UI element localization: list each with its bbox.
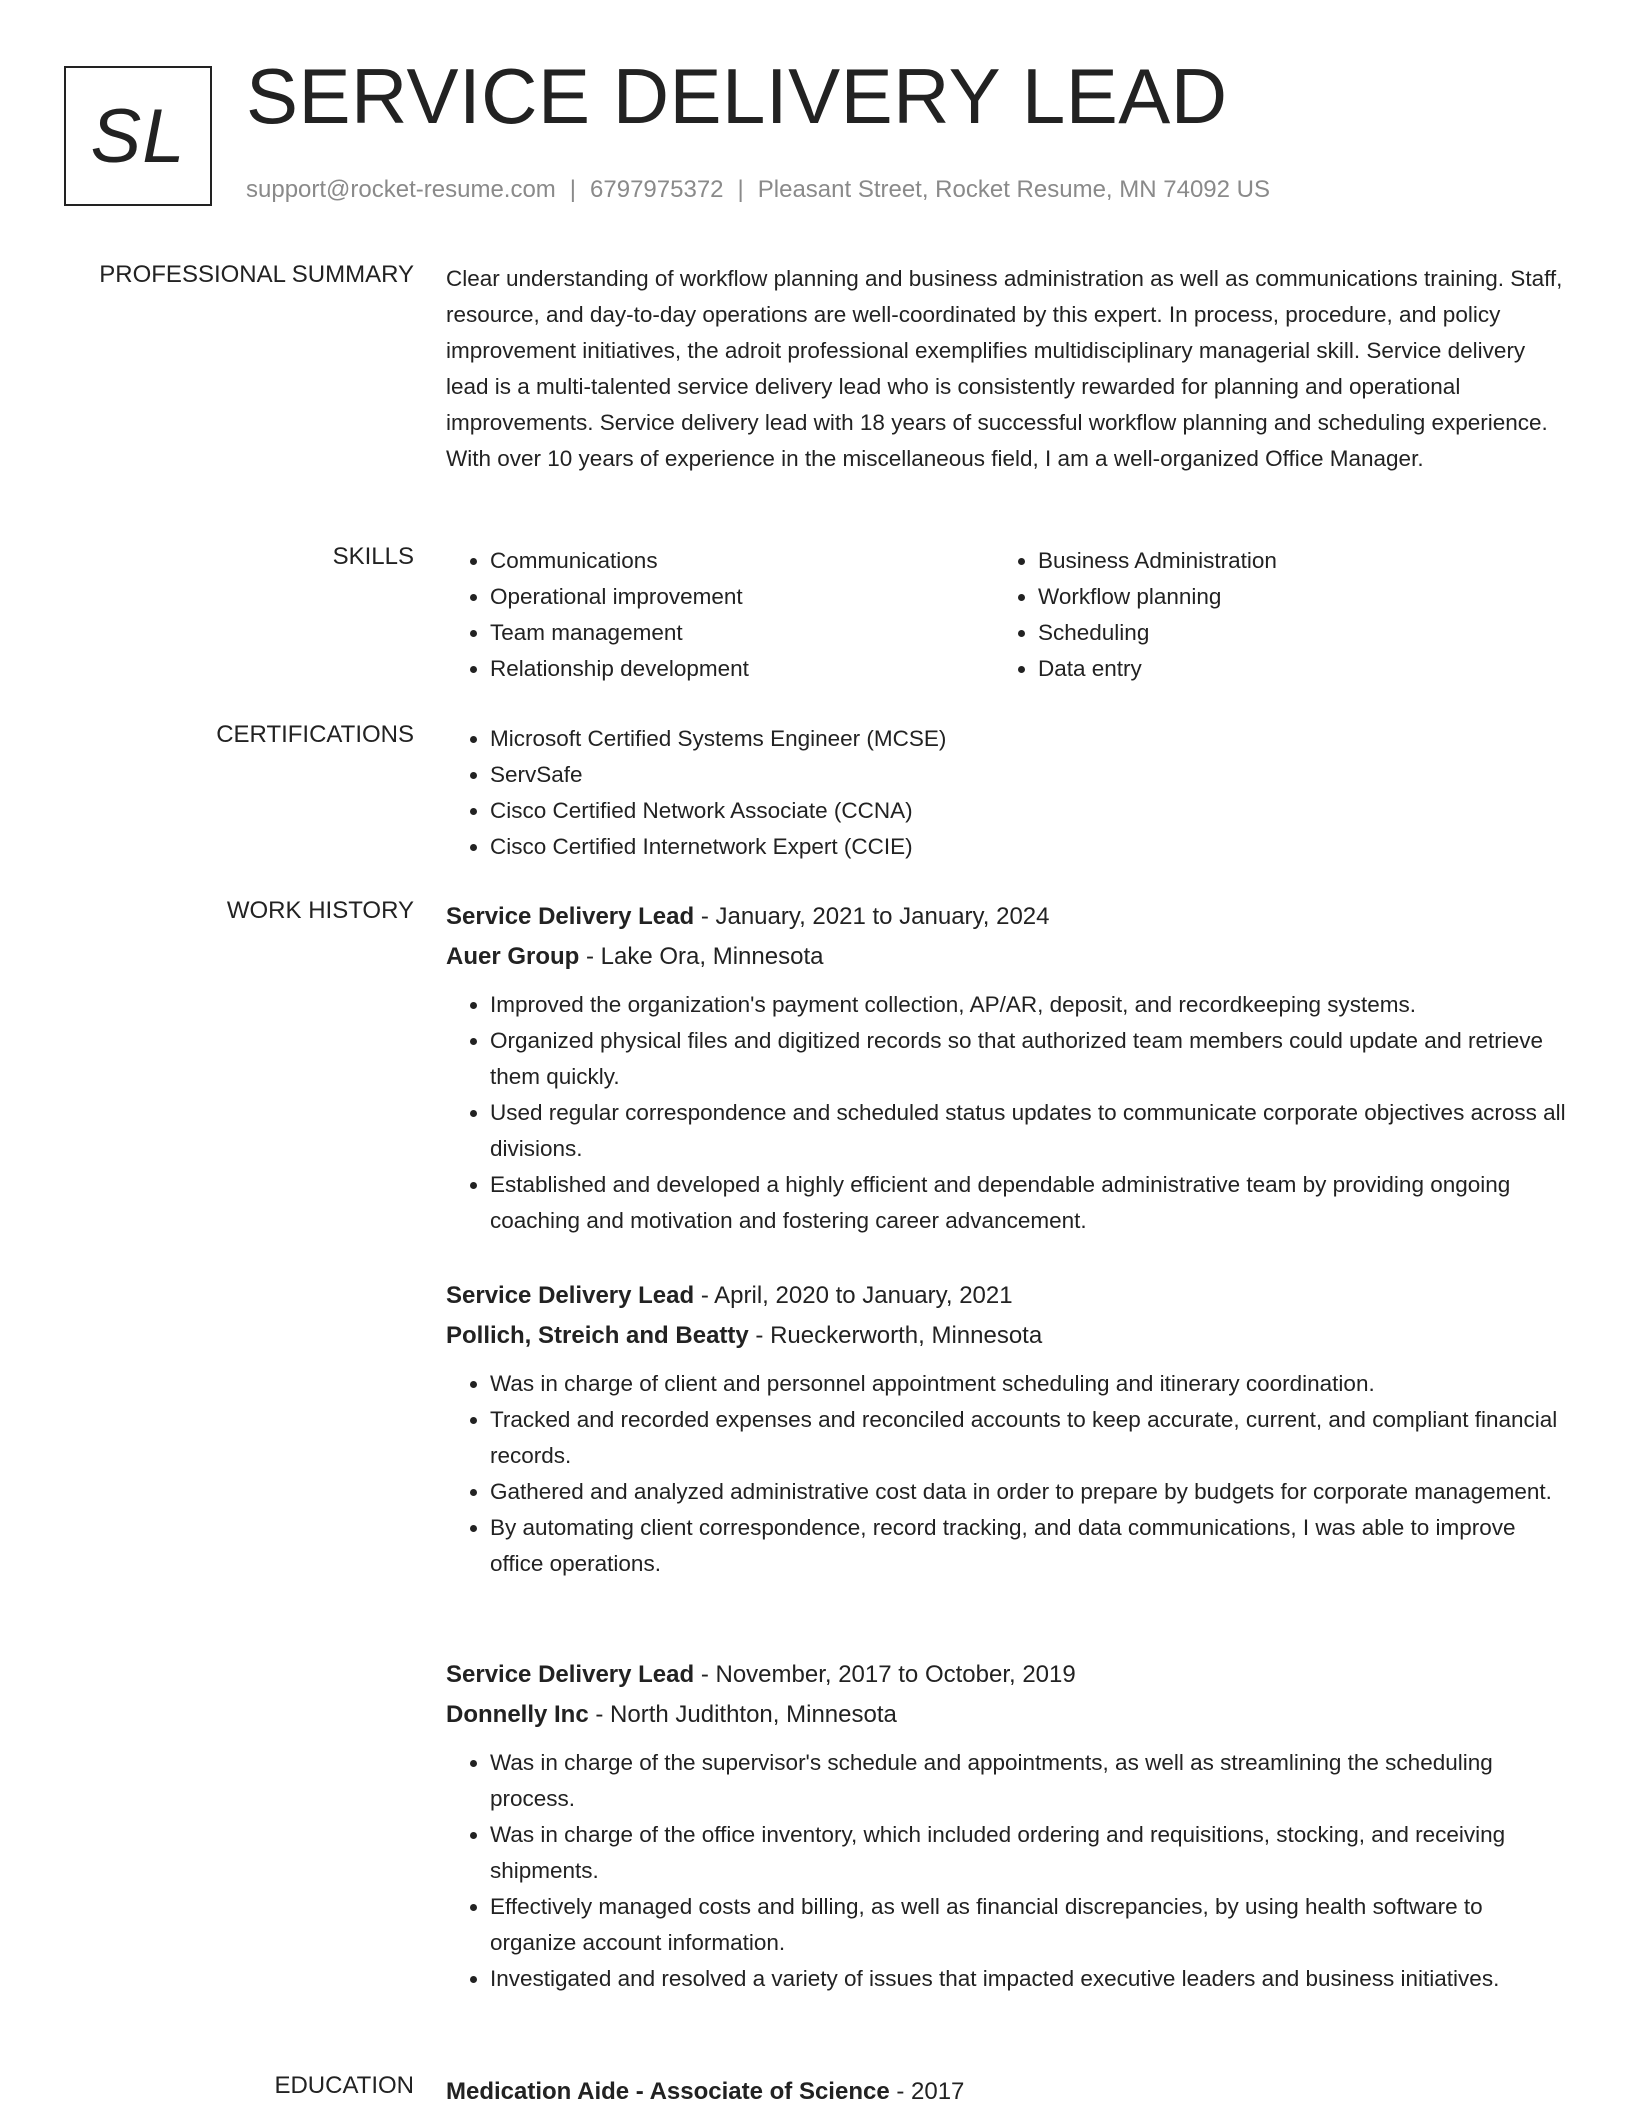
monogram-initials: SL: [90, 93, 186, 179]
job-location: North Judithton, Minnesota: [610, 1701, 897, 1728]
job-bullets: [446, 987, 1566, 1239]
job-location: Lake Ora, Minnesota: [600, 943, 824, 970]
job-bullet: • Investigated and resolved a variety of issues that impacted executive leaders and business initiatives.: [490, 1961, 1566, 1997]
job-title: Service Delivery Lead: [446, 903, 695, 930]
certification-item: • ServSafe: [490, 757, 1566, 793]
job-company: Pollich, Streich and Beatty: [446, 1322, 749, 1349]
job-bullets: [446, 1745, 1566, 1997]
contact-phone[interactable]: 6797975372: [590, 176, 724, 203]
job-title-line: Service Delivery Lead - November, 2017 to October, 2019: [446, 1661, 1076, 1688]
job-company-line: Auer Group - Lake Ora, Minnesota: [446, 943, 824, 970]
certifications-list: [446, 721, 1566, 865]
skill-item: • Team management: [490, 615, 994, 651]
summary-heading: PROFESSIONAL SUMMARY: [99, 261, 414, 288]
skill-item: • Operational improvement: [490, 579, 994, 615]
job-dates: April, 2020 to January, 2021: [714, 1282, 1013, 1309]
summary-text: Clear understanding of workflow planning and business administration as well as communications training. Staff, resource, and day-to-day operations are well-coordinated by this expert. In process, procedure, and policy improvement initiatives, the adroit professional exemplifies multidisciplinary managerial skill. Service delivery lead is a multi-talented service delivery lead who is consistently rewarded for planning and operational improvements. Service delivery lead with 18 years of successful workflow planning and scheduling experience. With over 10 years of experience in the miscellaneous field, I am a well-organized Office Manager.: [446, 266, 1563, 471]
job-title: Service Delivery Lead: [446, 1282, 695, 1309]
job-bullet: • Was in charge of client and personnel appointment scheduling and itinerary coordination.: [490, 1366, 1566, 1402]
skills-column-right: [994, 543, 1542, 687]
certification-item: • Microsoft Certified Systems Engineer (MCSE): [490, 721, 1566, 757]
job-dates: November, 2017 to October, 2019: [715, 1661, 1076, 1688]
job-bullet: • Gathered and analyzed administrative cost data in order to prepare by budgets for corporate management.: [490, 1474, 1566, 1510]
job-company-line: Pollich, Streich and Beatty - Rueckerworth, Minnesota: [446, 1322, 1043, 1349]
job-company: Auer Group: [446, 943, 580, 970]
skills-column-left: [446, 543, 994, 687]
job-location: Rueckerworth, Minnesota: [770, 1322, 1043, 1349]
resume-name: SERVICE DELIVERY LEAD: [246, 52, 1228, 140]
job-entry: [446, 1655, 1566, 1997]
skills-heading: SKILLS: [332, 543, 414, 570]
skills-list-right: [994, 543, 1542, 687]
certification-item: • Cisco Certified Internetwork Expert (CCIE): [490, 829, 1566, 865]
job-company: Donnelly Inc: [446, 1701, 589, 1728]
education-degree: Medication Aide - Associate of Science: [446, 2078, 890, 2105]
certification-item: • Cisco Certified Network Associate (CCNA): [490, 793, 1566, 829]
job-bullet: • Tracked and recorded expenses and reconciled accounts to keep accurate, current, and compliant financial records.: [490, 1402, 1566, 1474]
skills-body: [446, 543, 1566, 687]
skill-item: • Relationship development: [490, 651, 994, 687]
job-entry: [446, 1276, 1566, 1631]
education-heading: EDUCATION: [274, 2072, 414, 2099]
skills-grid: [446, 543, 1566, 687]
summary-body: [446, 261, 1566, 477]
contact-separator: |: [737, 176, 744, 203]
job-entry: [446, 897, 1566, 1252]
job-bullet: • Improved the organization's payment collection, AP/AR, deposit, and recordkeeping systems.: [490, 987, 1566, 1023]
job-company-line: Donnelly Inc - North Judithton, Minnesota: [446, 1701, 897, 1728]
contact-separator: |: [569, 176, 577, 203]
certifications-heading: CERTIFICATIONS: [216, 721, 414, 748]
education-year: 2017: [911, 2078, 965, 2105]
job-bullet: • Organized physical files and digitized records so that authorized team members could update and retrieve them quickly.: [490, 1023, 1566, 1095]
skill-item: • Business Administration: [1038, 543, 1542, 579]
contact-email[interactable]: support@rocket-resume.com: [246, 176, 556, 203]
work-history-body: [446, 897, 1566, 2021]
job-dates: January, 2021 to January, 2024: [715, 903, 1050, 930]
job-title-line: Service Delivery Lead - January, 2021 to January, 2024: [446, 903, 1050, 930]
job-title: Service Delivery Lead: [446, 1661, 695, 1688]
skills-list-left: [446, 543, 994, 687]
job-bullet: • Used regular correspondence and scheduled status updates to communicate corporate objectives across all divisions.: [490, 1095, 1566, 1167]
monogram-box: [64, 66, 212, 206]
job-title-line: Service Delivery Lead - April, 2020 to January, 2021: [446, 1282, 1013, 1309]
skill-item: • Workflow planning: [1038, 579, 1542, 615]
skill-item: • Data entry: [1038, 651, 1542, 687]
job-bullet: • Was in charge of the supervisor's schedule and appointments, as well as streamlining the scheduling process.: [490, 1745, 1566, 1817]
job-bullet: • Was in charge of the office inventory, which included ordering and requisitions, stocking, and receiving shipments.: [490, 1817, 1566, 1889]
work-history-heading: WORK HISTORY: [226, 897, 414, 924]
contact-address: Pleasant Street, Rocket Resume, MN 74092 US: [757, 176, 1270, 203]
job-bullet: • By automating client correspondence, record tracking, and data communications, I was able to improve office operations.: [490, 1510, 1566, 1582]
job-bullets: [446, 1366, 1566, 1582]
education-line: Medication Aide - Associate of Science - 2017: [446, 2078, 965, 2105]
contact-line: [246, 176, 1270, 204]
job-bullet: • Established and developed a highly efficient and dependable administrative team by providing ongoing coaching and motivation and fostering career advancement.: [490, 1167, 1566, 1239]
certifications-body: [446, 721, 1566, 865]
education-body: [446, 2072, 1566, 2112]
job-bullet: • Effectively managed costs and billing, as well as financial discrepancies, by using health software to organize account information.: [490, 1889, 1566, 1961]
skill-item: • Communications: [490, 543, 994, 579]
skill-item: • Scheduling: [1038, 615, 1542, 651]
